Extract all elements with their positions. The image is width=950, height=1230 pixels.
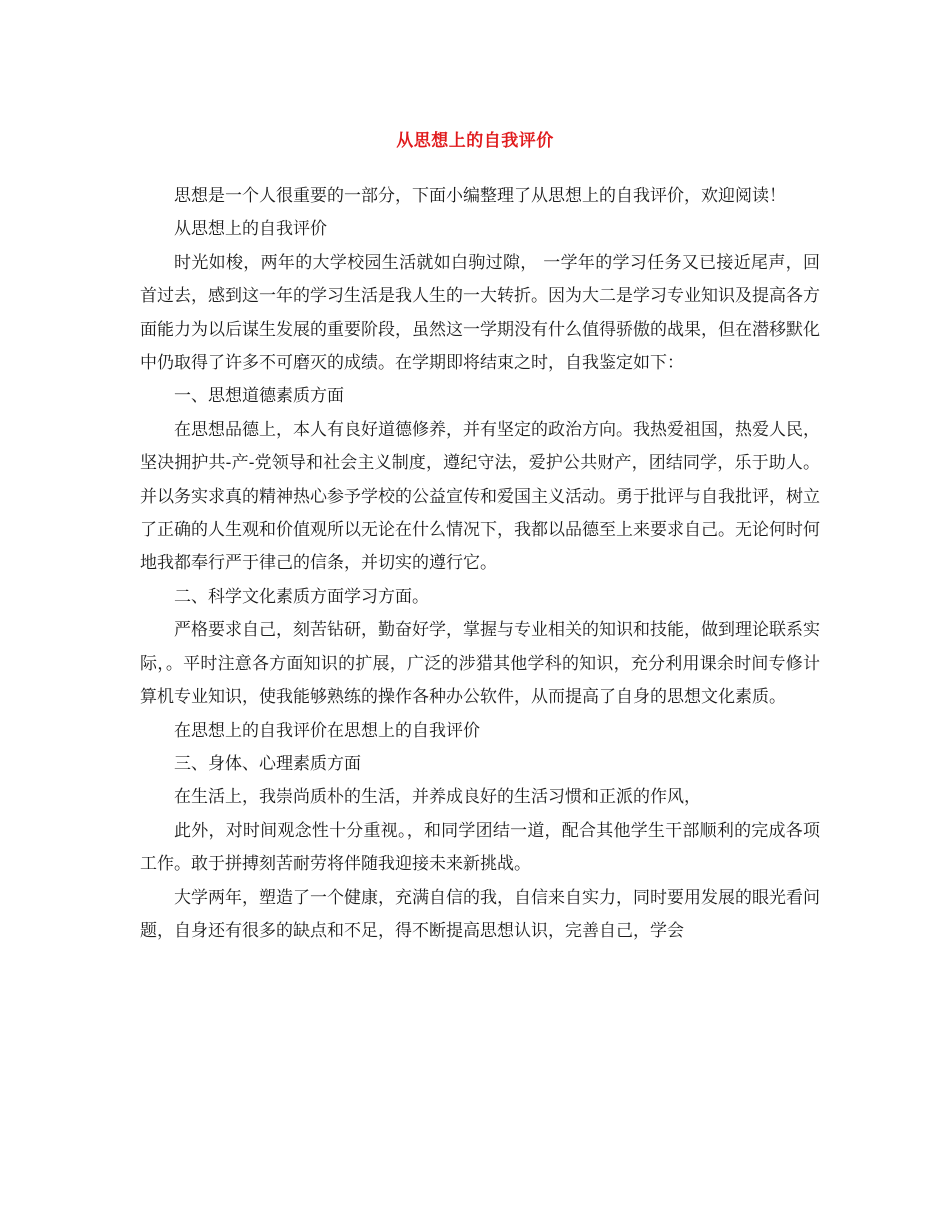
section-heading-health: 三、身体、心理素质方面 (174, 753, 361, 774)
section-heading-moral: 一、思想道德素质方面 (174, 386, 344, 407)
document-body (140, 180, 820, 948)
document-title: 从思想上的自我评价 (396, 131, 554, 151)
paragraph-conclusion: 大学两年，塑造了一个健康，充满自信的我，自信来自实力，同时要用发展的眼光看问题，自身还有很多的缺点和不足，得不断提高思想认识，完善自己，学会 (140, 887, 820, 941)
paragraph-opening: 时光如梭，两年的大学校园生活就如白驹过隙， 一学年的学习任务又已接近尾声，回首过去，感到这一年的学习生活是我人生的一大转折。因为大二是学习专业知识及提高各方面能力为以后谋生发展的重要阶段，虽然这一学期没有什么值得骄傲的战果，但在潜移默化中仍取得了许多不可磨灭的成绩。在学期即将结束之时，自我鉴定如下： (140, 252, 820, 374)
paragraph-study: 严格要求自己，刻苦钻研，勤奋好学，掌握与专业相关的知识和技能，做到理论联系实际，。平时注意各方面知识的扩展，广泛的涉猎其他学科的知识，充分利用课余时间专修计算机专业知识，使我能够熟练的操作各种办公软件，从而提高了自身的思想文化素质。 (140, 620, 820, 708)
paragraph-intro: 思想是一个人很重要的一部分，下面小编整理了从思想上的自我评价，欢迎阅读！ (174, 186, 786, 206)
section-heading-study: 二、科学文化素质方面学习方面。 (174, 586, 429, 607)
paragraph-moral: 在思想品德上，本人有良好道德修养，并有坚定的政治方向。我热爱祖国，热爱人民，坚决拥护共-产-党领导和社会主义制度，遵纪守法，爱护公共财产，团结同学，乐于助人。并以务实求真的精神热心参予学校的公益宣传和爱国主义活动。勇于批评与自我批评，树立了正确的人生观和价值观所以无论在什么情况下，我都以品德至上来要求自己。无论何时何地我都奉行严于律己的信条，并切实的遵行它。 (140, 419, 820, 574)
paragraph-life: 在生活上，我崇尚质朴的生活，并养成良好的生活习惯和正派的作风， (174, 787, 701, 808)
paragraph-subtitle: 从思想上的自我评价 (174, 219, 327, 240)
paragraph-time: 此外，对时间观念性十分重视。，和同学团结一道，配合其他学生干部顺利的完成各项工作。敢于拼搏刻苦耐劳将伴随我迎接未来新挑战。 (140, 820, 820, 875)
paragraph-repeat: 在思想上的自我评价在思想上的自我评价 (174, 720, 480, 741)
